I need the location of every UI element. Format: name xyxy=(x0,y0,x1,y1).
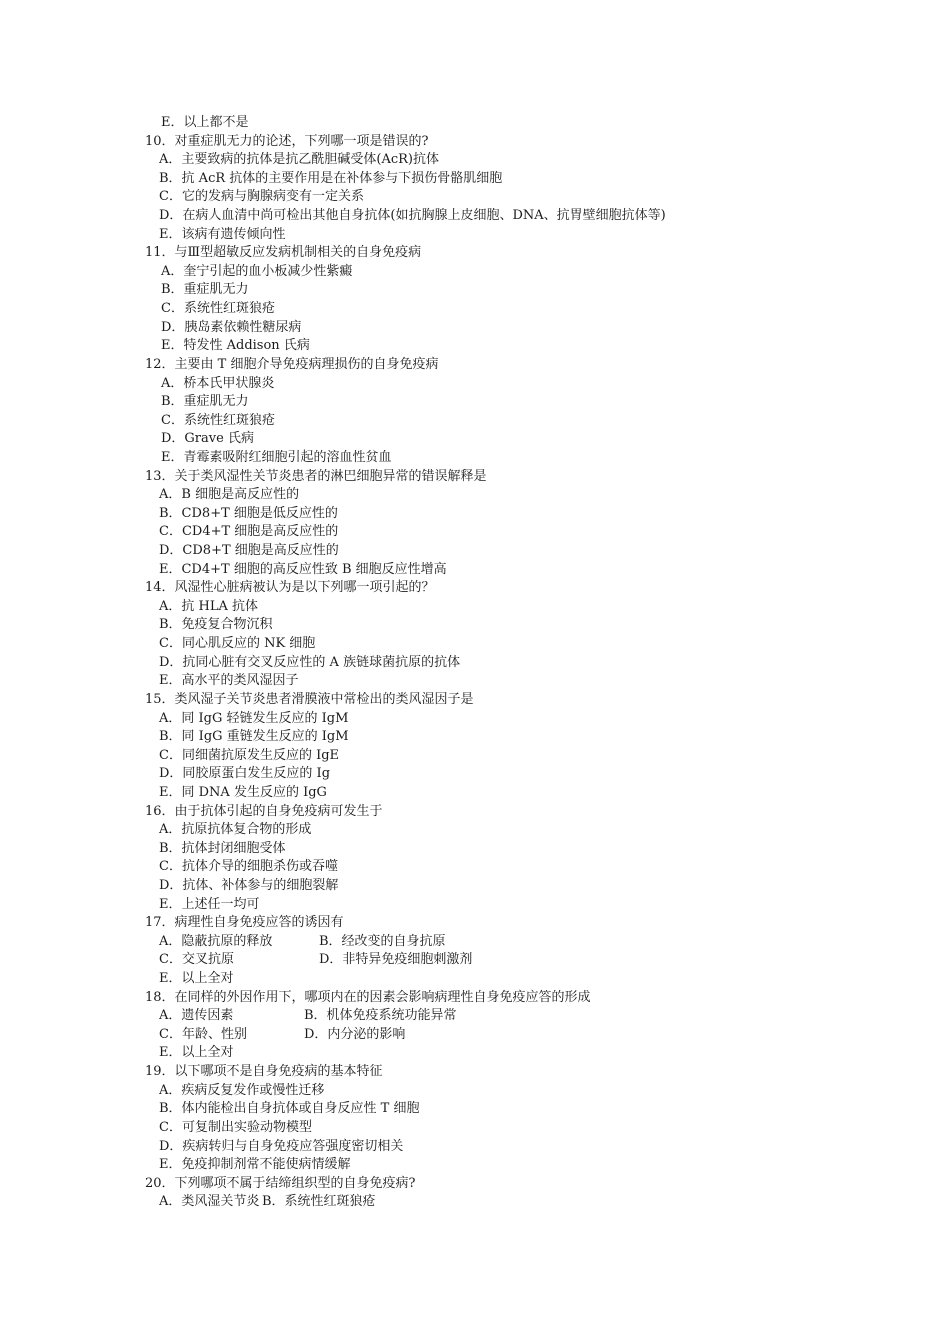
question-stem: 16．由于抗体引起的自身免疫病可发生于 xyxy=(145,803,383,819)
answer-option: D．内分泌的影响 xyxy=(304,1026,406,1042)
answer-option: A．奎宁引起的血小板减少性紫癜 xyxy=(161,263,353,279)
answer-option: E．以上都不是 xyxy=(161,115,249,130)
question-stem: 20．下列哪项不属于结缔组织型的自身免疫病? xyxy=(145,1175,416,1191)
answer-option: E．高水平的类风湿因子 xyxy=(159,673,299,689)
exam-page xyxy=(145,114,905,1212)
answer-option: B．经改变的自身抗原 xyxy=(319,933,446,949)
answer-option: C．同心肌反应的 NK 细胞 xyxy=(159,636,316,652)
answer-option: A．B 细胞是高反应性的 xyxy=(159,487,300,503)
answer-option: A．类风湿关节炎 xyxy=(159,1194,260,1210)
answer-option-row xyxy=(145,933,905,952)
answer-option: B．重症肌无力 xyxy=(161,282,249,298)
answer-option: A．疾病反复发作或慢性迁移 xyxy=(159,1082,325,1098)
answer-option: B．系统性红斑狼疮 xyxy=(262,1194,376,1210)
answer-option: B．机体免疫系统功能异常 xyxy=(304,1008,457,1024)
answer-option: D．在病人血清中尚可检出其他自身抗体(如抗胸腺上皮细胞、DNA、抗胃壁细胞抗体等) xyxy=(159,208,666,224)
question-stem: 18．在同样的外因作用下，哪项内在的因素会影响病理性自身免疫应答的形成 xyxy=(145,989,591,1005)
answer-option: A．同 IgG 轻链发生反应的 IgM xyxy=(159,710,349,726)
question-stem: 17．病理性自身免疫应答的诱因有 xyxy=(145,915,344,931)
answer-option: D．同胶原蛋白发生反应的 Ig xyxy=(159,766,331,782)
question-stem: 19．以下哪项不是自身免疫病的基本特征 xyxy=(145,1064,383,1080)
answer-option: B．CD8+T 细胞是低反应性的 xyxy=(159,505,338,521)
answer-option: D．抗同心脏有交叉反应性的 A 族链球菌抗原的抗体 xyxy=(159,654,461,670)
question-stem: 11．与Ⅲ型超敏反应发病机制相关的自身免疫病 xyxy=(145,245,422,261)
answer-option: E．CD4+T 细胞的高反应性致 B 细胞反应性增高 xyxy=(159,561,447,577)
answer-option: C．交叉抗原 xyxy=(159,952,234,968)
answer-option: A．抗 HLA 抗体 xyxy=(159,598,259,614)
answer-option: A．主要致病的抗体是抗乙酰胆碱受体(AcR)抗体 xyxy=(159,152,439,168)
answer-option: B．同 IgG 重链发生反应的 IgM xyxy=(159,729,349,745)
answer-option: B．抗 AcR 抗体的主要作用是在补体参与下损伤骨骼肌细胞 xyxy=(159,170,503,186)
answer-option: E．特发性 Addison 氏病 xyxy=(161,338,310,354)
answer-option: E．上述任一均可 xyxy=(159,896,260,912)
answer-option: C．抗体介导的细胞杀伤或吞噬 xyxy=(159,859,338,875)
answer-option: C．系统性红斑狼疮 xyxy=(161,301,275,317)
answer-option: E．同 DNA 发生反应的 IgG xyxy=(159,784,327,800)
answer-option: C．年龄、性别 xyxy=(159,1026,247,1042)
answer-option: E．以上全对 xyxy=(159,971,234,987)
answer-option: B．体内能检出自身抗体或自身反应性 T 细胞 xyxy=(159,1101,420,1117)
answer-option-row xyxy=(145,1193,905,1212)
question-stem: 13．关于类风湿性关节炎患者的淋巴细胞异常的错误解释是 xyxy=(145,468,487,484)
answer-option: D．Grave 氏病 xyxy=(161,431,254,447)
question-stem: 12．主要由 T 细胞介导免疫病理损伤的自身免疫病 xyxy=(145,356,439,372)
question-stem: 15．类风湿子关节炎患者滑膜液中常检出的类风湿因子是 xyxy=(145,691,474,707)
answer-option: D．CD8+T 细胞是高反应性的 xyxy=(159,543,339,559)
answer-option: C．CD4+T 细胞是高反应性的 xyxy=(159,524,339,540)
answer-option: B．免疫复合物沉积 xyxy=(159,617,273,633)
answer-option: D．非特异免疫细胞刺激剂 xyxy=(319,952,473,968)
answer-option: A．抗原抗体复合物的形成 xyxy=(159,822,312,838)
answer-option: D．疾病转归与自身免疫应答强度密切相关 xyxy=(159,1138,404,1154)
answer-option: A．遗传因素 xyxy=(159,1008,234,1024)
answer-option: C．可复制出实验动物模型 xyxy=(159,1119,312,1135)
question-stem: 10．对重症肌无力的论述，下列哪一项是错误的? xyxy=(145,133,429,149)
answer-option: E．免疫抑制剂常不能使病情缓解 xyxy=(159,1157,351,1173)
answer-option: A．桥本氏甲状腺炎 xyxy=(161,375,275,391)
answer-option: D．胰岛素依赖性糖尿病 xyxy=(161,319,302,335)
answer-option: E．青霉素吸附红细胞引起的溶血性贫血 xyxy=(161,449,392,465)
answer-option: B．重症肌无力 xyxy=(161,394,249,410)
answer-option: D．抗体、补体参与的细胞裂解 xyxy=(159,877,339,893)
question-stem: 14．风湿性心脏病被认为是以下列哪一项引起的？ xyxy=(145,580,435,596)
answer-option-row xyxy=(145,1026,905,1045)
answer-option: B．抗体封闭细胞受体 xyxy=(159,840,286,856)
answer-option: C．系统性红斑狼疮 xyxy=(161,412,275,428)
answer-option: C．同细菌抗原发生反应的 IgE xyxy=(159,747,340,763)
answer-option: E．以上全对 xyxy=(159,1045,234,1061)
answer-option: A．隐蔽抗原的释放 xyxy=(159,933,273,949)
answer-option: C．它的发病与胸腺病变有一定关系 xyxy=(159,189,364,205)
answer-option: E．该病有遗传倾向性 xyxy=(159,226,286,242)
answer-option-row xyxy=(145,951,905,970)
answer-option-row xyxy=(145,1007,905,1026)
